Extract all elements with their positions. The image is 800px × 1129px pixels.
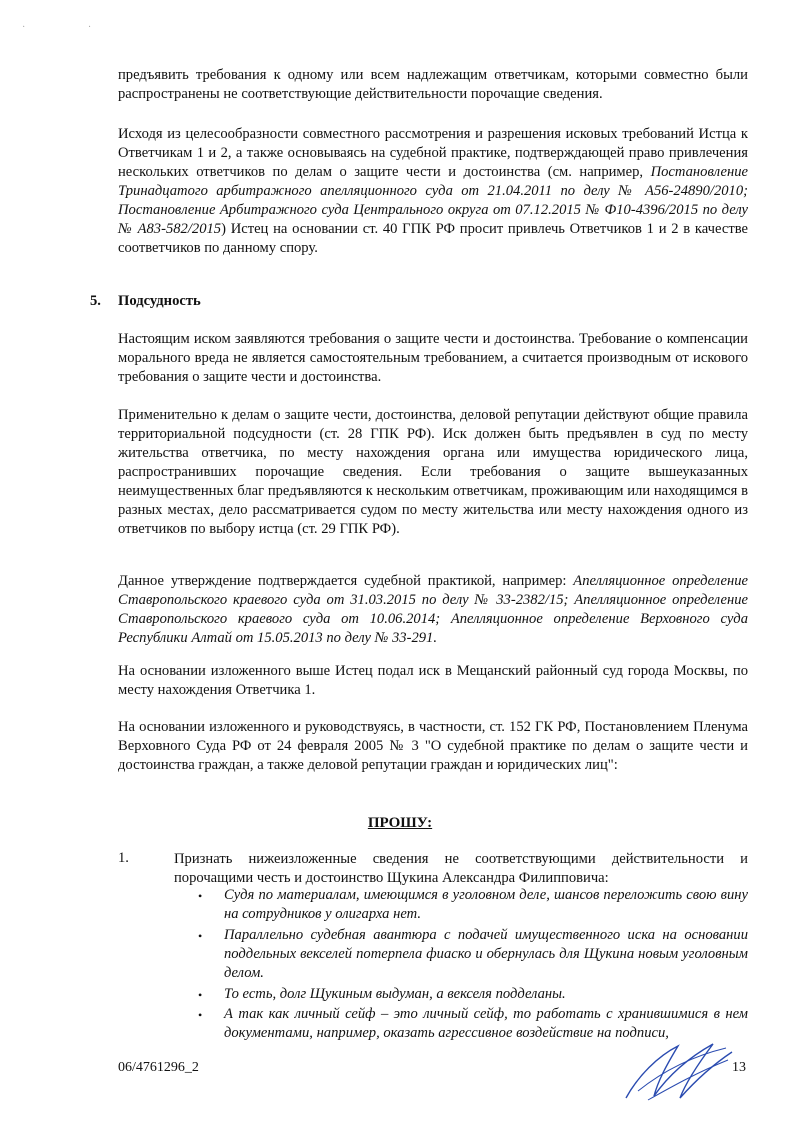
request-title: ПРОШУ: xyxy=(367,815,433,831)
bullet-marker: • xyxy=(198,929,203,943)
paragraph-legal-basis: На основании изложенного и руководствуясь, в частности, ст. 152 ГК РФ, Постановлением Пленума Верховного Суда РФ от 24 февраля 2005 № 3 "О судебной практике по делам о защите чести и достоинства граждан, а также деловой репутации граждан и юридических лиц": xyxy=(118,719,748,773)
paragraph-claim: Настоящим иском заявляются требования о защите чести и достоинства. Требование о компенсации морального вреда не является самостоятельным требованием, а считается производным от искового требования о защите чести и достоинства. xyxy=(118,331,748,385)
paragraph-court: На основании изложенного выше Истец подал иск в Мещанский районный суд города Москвы, по месту нахождения Ответчика 1. xyxy=(118,663,748,698)
section-title: Подсудность xyxy=(118,293,201,309)
request-number: 1. xyxy=(118,850,129,866)
signature-icon xyxy=(618,1036,738,1106)
text-run: ) Истец на основании ст. 40 ГПК РФ просит привлечь Ответчиков 1 и 2 в качестве соответчиков по данному спору. xyxy=(118,221,748,256)
text-run: Исходя из целесообразности совместного рассмотрения и разрешения исковых требований Истца к Ответчикам 1 и 2, а также основываясь на судебной практике, подтверждающей право привлечения нескольких ответчиков по делам о защите чести и достоинства (см. например, xyxy=(118,126,748,180)
bullet-item: Параллельно судебная авантюра с подачей имущественного иска на основании поддельных векселей потерпела фиаско и обернулась для Щукина новым уголовным делом. xyxy=(224,927,748,981)
paragraph-jurisdiction-rules: Применительно к делам о защите чести, достоинства, деловой репутации действуют общие правила территориальной подсудности (ст. 28 ГПК РФ). Иск должен быть предъявлен в суд по месту жительства ответчика, по месту нахождения органа или имущества юридического лица, распространивших порочащие сведения. Если требования о защите вышеуказанных неимущественных благ предъявляются к нескольким ответчикам, проживающим или находящимся в разных местах, дело рассматривается судом по месту жительства или месту нахождения одного из ответчиков по выбору истца (ст. 29 ГПК РФ). xyxy=(118,407,748,537)
request-text: Признать нижеизложенные сведения не соответствующими действительности и порочащими честь и достоинство Щукина Александра Филипповича: xyxy=(174,851,748,886)
paragraph-joint-defendants xyxy=(118,125,748,258)
paragraph-intro: предъявить требования к одному или всем надлежащим ответчикам, которыми совместно были распространены не соответствующие действительности порочащие сведения. xyxy=(118,67,748,102)
text-run: Данное утверждение подтверждается судебной практикой, например: xyxy=(118,573,574,589)
citation-italic: Постановление Тринадцатого арбитражного апелляционного суда от 21.04.2011 по делу № А56-24890/2010; Постановление Арбитражного суда Центрального округа от 07.12.2015 № Ф10-4396/2015 по делу № А83-582/2015 xyxy=(118,164,748,237)
bullet-item: Судя по материалам, имеющимся в уголовном деле, шансов переложить свою вину на сотрудников у олигарха нет. xyxy=(224,887,748,922)
bullet-item: А так как личный сейф – это личный сейф, то работать с хранившимися в нем документами, например, оказать агрессивное воздействие на подписи, xyxy=(224,1006,748,1041)
document-code: 06/4761296_2 xyxy=(118,1060,199,1075)
bullet-marker: • xyxy=(198,988,203,1002)
scan-marks: · · xyxy=(22,22,122,33)
paragraph-practice xyxy=(118,572,748,648)
page-number: 13 xyxy=(732,1060,746,1075)
bullet-item: То есть, долг Щукиным выдуман, а векселя подделаны. xyxy=(224,986,566,1002)
section-number: 5. xyxy=(90,293,101,309)
section-heading xyxy=(90,293,201,310)
bullet-marker: • xyxy=(198,1008,203,1022)
citation-italic: Апелляционное определение Ставропольского краевого суда от 31.03.2015 по делу № 33-2382/15; Апелляционное определение Ставропольского краевого суда от 10.06.2014; Апелляционное определение Верховного суда Республики Алтай от 15.05.2013 по делу № 33-291. xyxy=(118,573,748,646)
bullet-marker: • xyxy=(198,889,203,903)
